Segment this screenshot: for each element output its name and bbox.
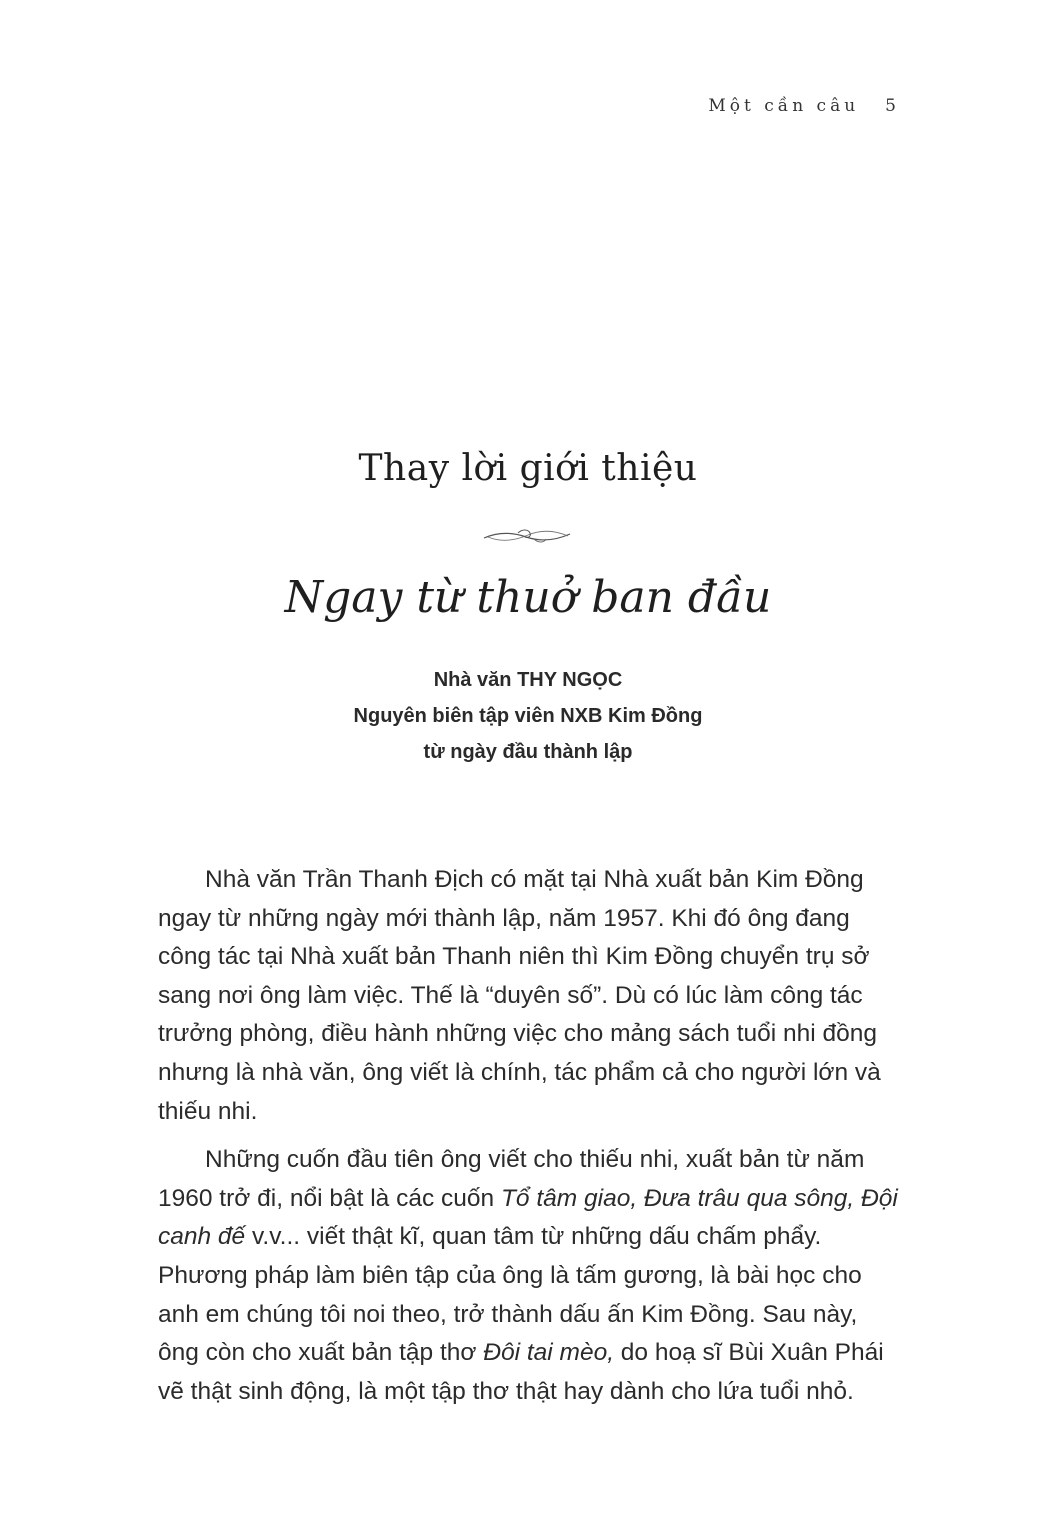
byline-tenure: từ ngày đầu thành lập xyxy=(423,741,633,763)
paragraph-2-text: v.v... viết thật kĩ, quan tâm từ những dấu chấm phẩy. Phương pháp làm biên tập của ông là tấm gương, là bài học cho anh em chúng tôi noi theo, trở thành dấu ấn Kim Đồng. Sau này, ông còn cho xuất bản tập thơ xyxy=(158,1223,862,1367)
page-number: 5 xyxy=(885,96,900,116)
body-text xyxy=(158,861,899,1421)
flourish-ornament-icon xyxy=(478,524,578,548)
paragraph-2-text: do hoạ sĩ Bùi Xuân Phái vẽ thật sinh động, là một tập thơ thật hay dành cho lứa tuổi nhỏ. xyxy=(158,1339,884,1405)
paragraph-1: Nhà văn Trần Thanh Địch có mặt tại Nhà xuất bản Kim Đồng ngay từ những ngày mới thành lập, năm 1957. Khi đó ông đang công tác tại Nhà xuất bản Thanh niên thì Kim Đồng chuyển trụ sở sang nơi ông làm việc. Thế là “duyên số”. Dù có lúc làm công tác trưởng phòng, điều hành những việc cho mảng sách tuổi nhi đồng nhưng là nhà văn, ông viết là chính, tác phẩm cả cho người lớn và thiếu nhi. xyxy=(158,866,881,1125)
poetry-book-title: Đôi tai mèo, xyxy=(483,1339,614,1367)
byline-role: Nguyên biên tập viên NXB Kim Đồng xyxy=(353,705,703,727)
running-title: Một cần câu xyxy=(708,96,860,116)
byline xyxy=(0,662,1056,770)
running-head xyxy=(708,96,900,116)
chapter-title: Ngay từ thuở ban đầu xyxy=(284,572,772,623)
section-label: Thay lời giới thiệu xyxy=(358,448,698,489)
book-titles: Tổ tâm giao, Đưa trâu qua sông, Đội canh đế xyxy=(158,1184,898,1251)
paragraph-2-text: Những cuốn đầu tiên ông viết cho thiếu nhi, xuất bản từ năm 1960 trở đi, nổi bật là các cuốn xyxy=(158,1146,865,1212)
byline-author: Nhà văn THY NGỌC xyxy=(433,669,623,691)
paragraph-2 xyxy=(158,1141,899,1411)
